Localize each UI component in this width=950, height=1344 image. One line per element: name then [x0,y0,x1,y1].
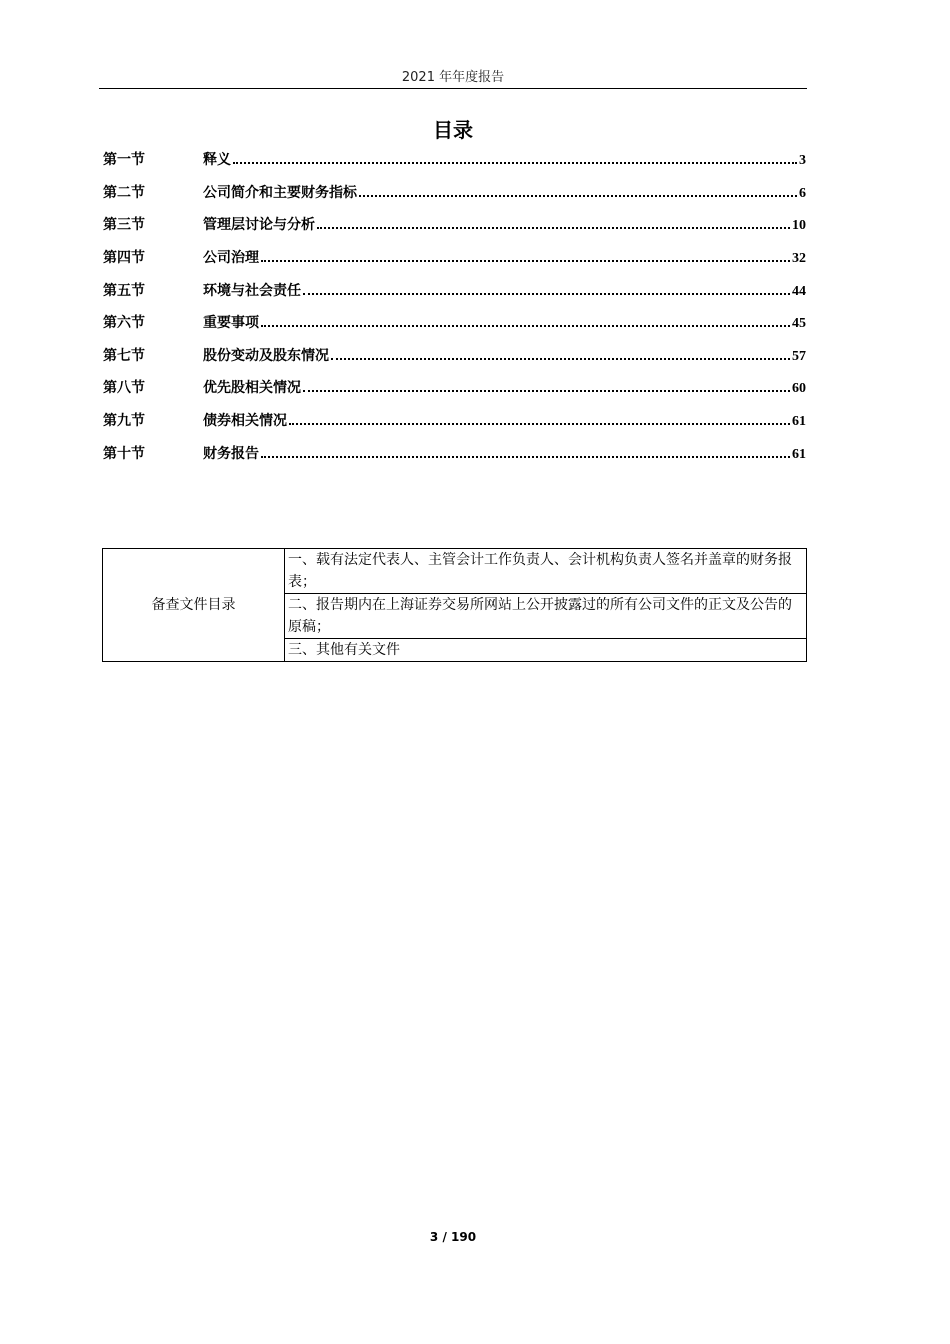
header-rule [99,88,807,89]
toc-leader-dots [233,162,797,164]
toc-entry-title: 重要事项 [203,315,259,332]
toc-leader-dots [261,325,790,327]
toc-section-number: 第五节 [103,282,145,299]
toc-leader-dots [303,293,790,295]
toc-section-number: 第六节 [103,315,145,332]
toc-page-number: 57 [792,348,806,364]
toc-page-number: 6 [799,185,806,201]
toc-leader-dots [359,195,797,197]
toc-page-number: 3 [799,153,806,169]
toc-section-number: 第八节 [103,380,145,397]
reference-document-item: 一、载有法定代表人、主管会计工作负责人、会计机构负责人签名并盖章的财务报表； [285,549,807,594]
toc-page-number: 32 [792,251,806,267]
toc-leader-dots [331,358,790,360]
reference-document-item: 三、其他有关文件 [285,639,807,662]
toc-page-number: 61 [792,446,806,462]
toc-entry-title: 公司治理 [203,250,259,267]
toc-entry-1[interactable] [103,143,806,176]
toc-page-number: 45 [792,316,806,332]
toc-section-number: 第一节 [103,152,145,169]
reference-document-item: 二、报告期内在上海证券交易所网站上公开披露过的所有公司文件的正文及公告的原稿； [285,594,807,639]
toc-leader-dots [289,423,790,425]
toc-leader-dots [261,260,790,262]
toc-entry-title: 环境与社会责任 [203,282,301,299]
toc-entry-4[interactable] [103,241,806,274]
toc-section-number: 第十节 [103,445,145,462]
reference-documents-label: 备查文件目录 [103,549,285,662]
toc-entry-title: 债券相关情况 [203,413,287,430]
toc-entry-title: 股份变动及股东情况 [203,347,329,364]
toc-page-number: 60 [792,381,806,397]
toc-entry-5[interactable] [103,273,806,306]
table-of-contents [103,143,806,469]
reference-documents-table [102,548,807,662]
toc-entry-3[interactable] [103,208,806,241]
toc-title: 目录 [433,118,473,142]
toc-entry-8[interactable] [103,371,806,404]
toc-entry-title: 公司简介和主要财务指标 [203,184,357,201]
toc-leader-dots [261,456,790,458]
toc-section-number: 第四节 [103,250,145,267]
page-number: 3 / 190 [429,1230,477,1244]
toc-entry-2[interactable] [103,176,806,209]
toc-entry-7[interactable] [103,339,806,372]
toc-entry-title: 优先股相关情况 [203,380,301,397]
toc-entry-title: 财务报告 [203,445,259,462]
toc-entry-10[interactable] [103,436,806,469]
toc-section-number: 第三节 [103,217,145,234]
table-row [103,549,807,594]
toc-section-number: 第七节 [103,347,145,364]
toc-section-number: 第二节 [103,184,145,201]
toc-section-number: 第九节 [103,413,145,430]
toc-entry-9[interactable] [103,404,806,437]
toc-leader-dots [317,227,790,229]
toc-page-number: 61 [792,414,806,430]
running-header: 2021 年年度报告 [401,70,505,85]
toc-page-number: 10 [792,218,806,234]
toc-leader-dots [303,390,790,392]
toc-entry-title: 释义 [203,152,231,169]
toc-entry-title: 管理层讨论与分析 [203,217,315,234]
toc-entry-6[interactable] [103,306,806,339]
toc-page-number: 44 [792,283,806,299]
